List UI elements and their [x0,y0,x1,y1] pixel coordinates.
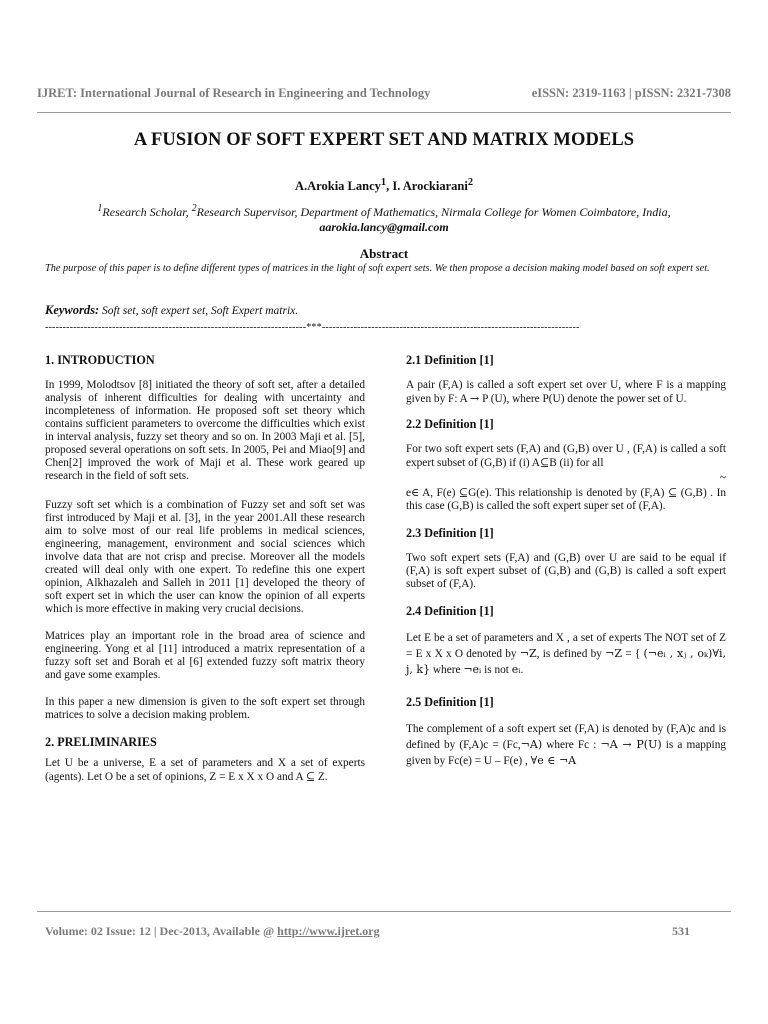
author-2: I. Arockiarani [392,179,468,194]
author-1: A.Arokia Lancy [294,179,381,194]
prelim-heading: 2. PRELIMINARIES [45,735,157,749]
prelim-paragraph: Let U be a universe, E a set of parameters and X a set of experts (agents). Let O be a set of opinions, Z = E x X x O and A ⊆ Z. [45,757,365,783]
footer-volume: Volume: 02 Issue: 12 | Dec-2013, Available @ http://www.ijret.org [45,924,380,938]
def-2-2-heading: 2.2 Definition [1] [406,417,494,431]
author-separator: , [386,179,393,194]
authors [37,177,731,194]
author-email[interactable]: aarokia.lancy@gmail.com [319,220,449,234]
affil-sup-1: 1 [97,203,103,214]
affiliation-line [37,201,731,220]
subset-symbol: ⊆ [539,456,550,469]
footer-rule [37,911,731,912]
def-2-1-heading: 2.1 Definition [1] [406,353,494,367]
affil-role-1: Research Scholar, [102,205,192,219]
def-2-5-heading: 2.5 Definition [1] [406,695,494,709]
intro-paragraph-1: In 1999, Molodtsov [8] initiated the theory of soft set, after a detailed analysis of inherent difficulties for dealing with uncertainty and incompleteness of information. He proposed soft set theory which contains sufficient parameters to overcome the difficulties which exist in interval analysis, fuzzy set theory and so on. In 2003 Maji et al. [5], proposed several operations on soft sets. In 2005, Pei and Miao[9] and Chen[2] improved the work of Maji et al. These work geared up research in the field of soft sets. [45,379,365,482]
journal-link[interactable]: http://www.ijret.org [277,924,380,938]
keywords [45,303,725,318]
arrow-symbol: → [470,392,480,405]
e-i-symbol: eᵢ [511,663,521,676]
author-1-sup: 1 [380,177,387,188]
element-symbol: ∈ [411,486,420,499]
def-2-4-heading: 2.4 Definition [1] [406,604,494,618]
not-a-symbol: ¬A) [520,738,543,751]
keywords-list: Soft set, soft expert set, Soft Expert matrix. [99,305,299,317]
subset-symbol: ⊆ [458,486,469,499]
intro-paragraph-2: Fuzzy soft set which is a combination of Fuzzy set and soft set was first introduced by Maji et al. [3], in the year 2001.All these research aim to solve most of our real life problems in medical sciences, engineering, management, environment and social sciences which involve data that are not crisp and precise. Moreover all the models created will deal only with one expert. To redefine this one expert opinion, Alkhazaleh and Salleh in 2011 [1] developed the theory of soft expert set in which the user can know the opinion of all experts which is more effective in making very crucial decisions. [45,499,365,615]
abstract-text: The purpose of this paper is to define different types of matrices in the light of soft expert sets. We then propose a decision making model based on soft expert set. [45,263,710,274]
intro-paragraph-4: In this paper a new dimension is given to the soft expert set through matrices to solve a decision making problem. [45,696,365,721]
def-2-4-text: Let E be a set of parameters and X , a set of experts The NOT set of Z = E x X x O denoted by ¬Z, is defined by ¬Z = { (¬eᵢ , xⱼ , oₖ)∀i, j, k} where ¬eᵢ is not eᵢ. [406,632,727,676]
def-2-3-text: Two soft expert sets (F,A) and (G,B) over U are said to be equal if (F,A) is soft expert subset of (G,B) and (G,B) is called a soft expert subset of (F,A). [406,552,726,590]
def-2-1-text: A pair (F,A) is called a soft expert set over U, where F is a mapping given by F: A → P (U), where P(U) denote the power set of U. [406,379,726,405]
footer [45,924,690,939]
def-2-5-text: The complement of a soft expert set (F,A) is denoted by (F,A)c and is defined by (F,A)c = (Fc,¬A) where Fc : ¬A → P(U) is a mapping given by Fc(e) = U – F(e) , ∀e ∈ ¬A [406,723,726,767]
section-divider: --------------------------------------------------------------------------***------------------------------------------------------------------------- [45,322,580,333]
affil-role-2: Research Supervisor, Department of Mathematics, Nirmala College for Women Coimbatore, India, [196,205,671,219]
intro-heading: 1. INTRODUCTION [45,353,155,367]
journal-name: IJRET: International Journal of Research in Engineering and Technology [37,86,431,100]
not-z-symbol: ¬Z [519,647,537,660]
affil-sup-2: 2 [191,203,197,214]
subset-symbol: ⊆ [305,770,316,783]
intro-paragraph-3: Matrices play an important role in the broad area of science and engineering. Yong et al [11] introduced a matrix representation of a fuzzy soft set and Borah et al [6] extended fuzzy soft matrix theory and gave some examples. [45,630,365,681]
issn: eISSN: 2319-1163 | pISSN: 2321-7308 [531,86,731,100]
page-number: 531 [672,924,690,938]
author-2-sup: 2 [467,177,474,188]
running-header [37,86,731,101]
header-rule [37,112,731,113]
mapping-formula: ¬A → P(U) [600,738,662,751]
not-z-symbol: ¬Z [605,647,622,660]
def-2-2-text-cont: e∈ A, F(e) ⊆G(e). This relationship is denoted by (F,A) ⊆ (G,B) . In this case (G,B) is called the soft expert super set of (F,A). [406,486,726,512]
def-2-3-heading: 2.3 Definition [1] [406,526,494,540]
tilde-mark: ~ [719,472,726,484]
affiliation [37,201,731,235]
paper-title: A FUSION OF SOFT EXPERT SET AND MATRIX MODELS [133,130,635,150]
subset-symbol: ⊆ [667,486,678,499]
not-e-symbol: ¬eᵢ [463,663,482,676]
not-set-formula: (¬eᵢ , xⱼ , oₖ)∀i, j, k} [406,647,727,676]
left-column [45,354,365,784]
def-2-2-text: For two soft expert sets (F,A) and (G,B) over U , (F,A) is called a soft expert subset of (G,B) if (i) A⊆B (ii) for all [406,443,726,469]
keywords-label: Keywords: [45,303,100,317]
abstract-heading: Abstract [359,246,409,261]
right-column [406,354,726,769]
forall-formula: ∀e ∈ ¬A [530,754,577,767]
